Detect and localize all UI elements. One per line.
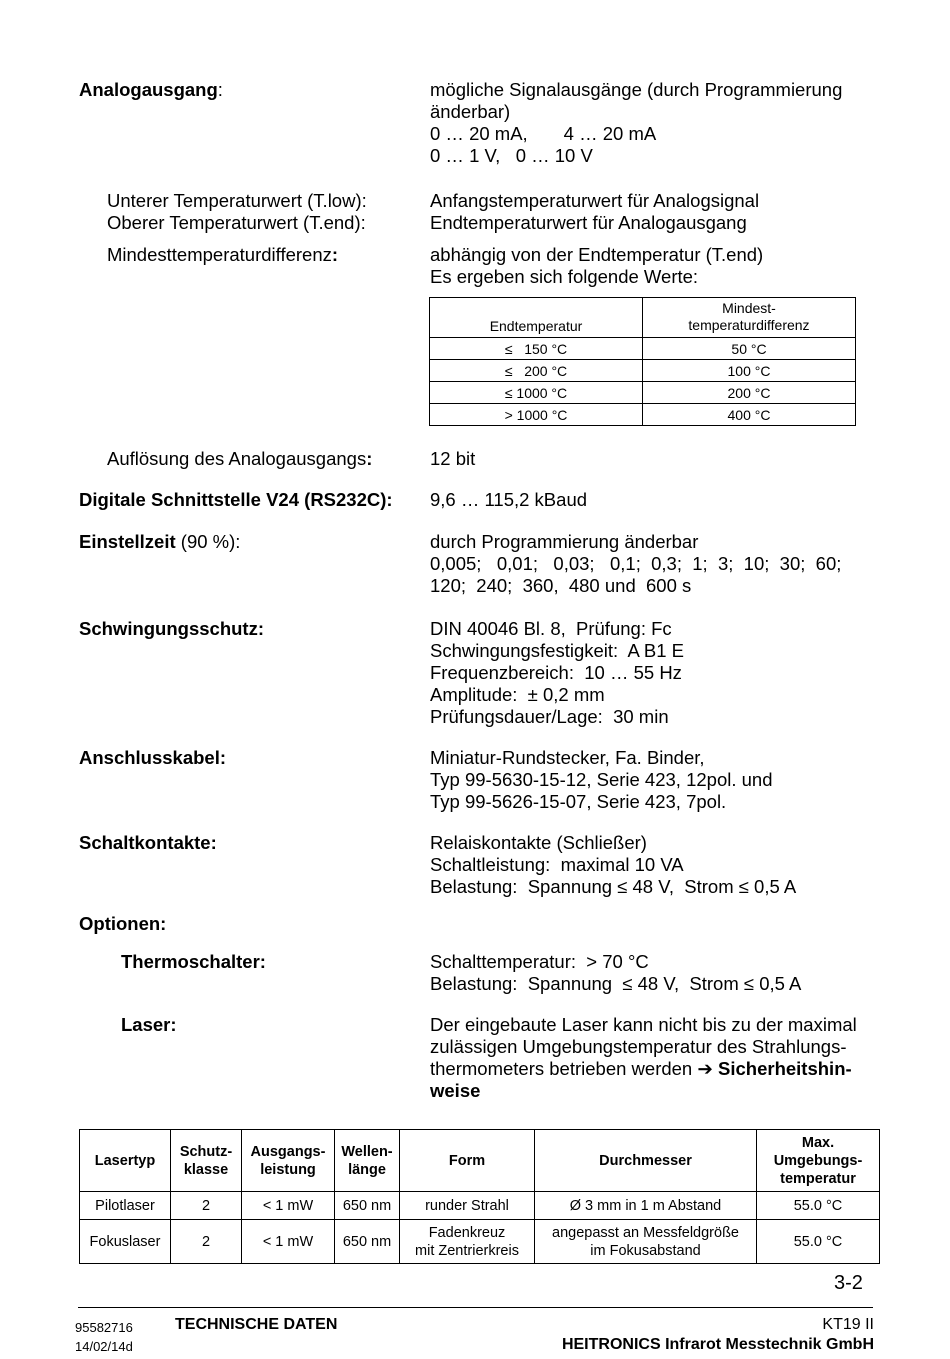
laser-cell: 650 nm	[335, 1192, 400, 1220]
analog-label	[79, 79, 223, 101]
tend-value: Endtemperaturwert für Analogausgang	[430, 212, 747, 233]
laser-header-line: Schutz-	[179, 1143, 233, 1160]
footer-company: HEITRONICS Infrarot Messtechnik GmbH	[561, 1336, 874, 1353]
temp-cell: ≤ 200 °C	[430, 360, 643, 382]
temp-cell: ≤ 1000 °C	[430, 382, 643, 404]
vibration-line: Amplitude: ± 0,2 mm	[430, 684, 605, 705]
digital-value: 9,6 … 115,2 kBaud	[430, 489, 588, 510]
temp-table-header	[430, 298, 856, 338]
temp-header-line: temperaturdifferenz	[688, 317, 810, 333]
laser-header-line: Lasertyp	[94, 1152, 156, 1169]
laser-table-header	[80, 1130, 880, 1192]
laser-header-cell	[400, 1130, 535, 1192]
thermo-values	[430, 951, 801, 995]
settle-line: durch Programmierung änderbar	[430, 531, 699, 552]
laser-cell: Fokuslaser	[80, 1220, 171, 1264]
laser-label: Laser:	[121, 1014, 177, 1035]
thermo-line: Belastung: Spannung ≤ 48 V, Strom ≤ 0,5 A	[430, 973, 802, 994]
laser-header-cell	[535, 1130, 757, 1192]
footer-model: KT19 II	[822, 1316, 874, 1333]
laser-cell: 2	[171, 1220, 242, 1264]
laser-line: Der eingebaute Laser kann nicht bis zu der maximal	[430, 1014, 857, 1035]
temp-header-line: Mindest-	[722, 300, 776, 316]
laser-header-line: Durchmesser	[599, 1152, 692, 1169]
laser-line3-text: thermometers betrieben werden	[430, 1058, 698, 1079]
analog-label-bold: Analogausgang	[79, 79, 218, 100]
temp-table	[429, 297, 856, 426]
settle-label-rest: (90 %):	[175, 531, 241, 552]
options-label: Optionen:	[79, 913, 167, 934]
laser-line: zulässigen Umgebungstemperatur des Strahlungs-	[430, 1036, 847, 1057]
laser-header-cell	[335, 1130, 400, 1192]
laser-header-cell	[171, 1130, 242, 1192]
table-row	[80, 1220, 880, 1264]
safety-notes-link: Sicherheitshin-	[712, 1058, 852, 1079]
contacts-line: Schaltleistung: maximal 10 VA	[430, 854, 684, 875]
cable-line: Typ 99-5630-15-12, Serie 423, 12pol. und	[430, 769, 773, 790]
vibration-line: Prüfungsdauer/Lage: 30 min	[430, 706, 669, 727]
laser-cell: < 1 mW	[242, 1220, 335, 1264]
temp-cell: 50 °C	[643, 338, 856, 360]
settle-label-bold: Einstellzeit	[79, 531, 176, 552]
laser-header-cell	[757, 1130, 880, 1192]
laser-cell: 650 nm	[335, 1220, 400, 1264]
tlow-label: Unterer Temperaturwert (T.low):	[107, 190, 367, 211]
thermo-label: Thermoschalter:	[121, 951, 266, 972]
footer-divider	[78, 1307, 873, 1308]
laser-header-line: Form	[448, 1152, 486, 1169]
vibration-label: Schwingungsschutz:	[79, 618, 264, 639]
laser-header-line: Max.	[801, 1134, 835, 1151]
temp-header-end: Endtemperatur	[430, 298, 643, 338]
laser-header-line: leistung	[260, 1161, 316, 1178]
temp-cell: 200 °C	[643, 382, 856, 404]
temp-cell: 100 °C	[643, 360, 856, 382]
laser-header-line: Umgebungs-	[773, 1152, 863, 1169]
table-row	[430, 382, 856, 404]
cable-line: Typ 99-5626-15-07, Serie 423, 7pol.	[430, 791, 727, 812]
mindiff-label-text: Mindesttemperaturdifferenz	[107, 244, 332, 265]
contacts-line: Relaiskontakte (Schließer)	[430, 832, 647, 853]
tlow-value: Anfangstemperaturwert für Analogsignal	[430, 190, 760, 211]
footer-doc-number: 95582716	[75, 1320, 133, 1335]
temp-cell: ≤ 150 °C	[430, 338, 643, 360]
laser-cell: 2	[171, 1192, 242, 1220]
settle-label	[79, 531, 240, 553]
laser-cell: 55.0 °C	[757, 1220, 880, 1264]
laser-line	[430, 1058, 857, 1080]
cable-label: Anschlusskabel:	[79, 747, 227, 768]
mindiff-values	[430, 244, 763, 288]
vibration-values	[430, 618, 684, 728]
mindiff-label	[107, 244, 338, 266]
table-row	[430, 404, 856, 426]
tend-label: Oberer Temperaturwert (T.end):	[107, 212, 366, 233]
resolution-label-colon: :	[366, 448, 373, 469]
laser-cell: Pilotlaser	[80, 1192, 171, 1220]
laser-values	[430, 1014, 857, 1102]
laser-cell: 55.0 °C	[757, 1192, 880, 1220]
resolution-label	[107, 448, 372, 470]
analog-line: änderbar)	[430, 101, 511, 122]
laser-header-cell	[80, 1130, 171, 1192]
table-row	[80, 1192, 880, 1220]
analog-values	[430, 79, 842, 167]
vibration-line: Schwingungsfestigkeit: A B1 E	[430, 640, 685, 661]
laser-header-line: Wellen-	[341, 1143, 393, 1160]
table-row	[430, 338, 856, 360]
table-row	[430, 360, 856, 382]
laser-header-line: klasse	[183, 1161, 229, 1178]
laser-cell-line: im Fokusabstand	[590, 1242, 701, 1259]
analog-line: 0 … 1 V, 0 … 10 V	[430, 145, 593, 166]
laser-cell: Ø 3 mm in 1 m Abstand	[535, 1192, 757, 1220]
contacts-label: Schaltkontakte:	[79, 832, 217, 853]
laser-cell-line: mit Zentrierkreis	[415, 1242, 519, 1259]
analog-line: mögliche Signalausgänge (durch Programmierung	[430, 79, 843, 100]
laser-header-cell	[242, 1130, 335, 1192]
footer-section: TECHNISCHE DATEN	[175, 1316, 338, 1333]
contacts-line: Belastung: Spannung ≤ 48 V, Strom ≤ 0,5 A	[430, 876, 797, 897]
thermo-line: Schalttemperatur: > 70 °C	[430, 951, 649, 972]
laser-table	[79, 1129, 880, 1264]
laser-cell	[535, 1220, 757, 1264]
page-number: 3-2	[834, 1272, 863, 1294]
resolution-value: 12 bit	[430, 448, 476, 469]
laser-cell-line: angepasst an Messfeldgröße	[552, 1224, 739, 1241]
laser-line: weise	[430, 1080, 481, 1101]
contacts-values	[430, 832, 796, 898]
temp-cell: > 1000 °C	[430, 404, 643, 426]
laser-header-line: Ausgangs-	[250, 1143, 326, 1160]
laser-header-line: temperatur	[780, 1170, 856, 1187]
analog-line: 0 … 20 mA, 4 … 20 mA	[430, 123, 657, 144]
cable-line: Miniatur-Rundstecker, Fa. Binder,	[430, 747, 705, 768]
vibration-line: DIN 40046 Bl. 8, Prüfung: Fc	[430, 618, 672, 639]
laser-cell	[400, 1220, 535, 1264]
digital-label: Digitale Schnittstelle V24 (RS232C):	[79, 489, 393, 510]
arrow-right-icon: ➔	[697, 1058, 713, 1079]
settle-line: 120; 240; 360, 480 und 600 s	[430, 575, 692, 596]
cable-values	[430, 747, 773, 813]
settle-line: 0,005; 0,01; 0,03; 0,1; 0,3; 1; 3; 10; 30; 60;	[430, 553, 842, 574]
mindiff-line: Es ergeben sich folgende Werte:	[430, 266, 699, 287]
laser-cell-line: Fadenkreuz	[428, 1224, 506, 1241]
resolution-label-text: Auflösung des Analogausgangs	[107, 448, 367, 469]
analog-label-rest: :	[217, 79, 223, 100]
mindiff-label-colon: :	[331, 244, 339, 265]
settle-values	[430, 531, 841, 597]
temp-header-mindiff	[643, 298, 856, 338]
laser-cell: < 1 mW	[242, 1192, 335, 1220]
mindiff-line: abhängig von der Endtemperatur (T.end)	[430, 244, 764, 265]
vibration-line: Frequenzbereich: 10 … 55 Hz	[430, 662, 682, 683]
laser-cell: runder Strahl	[400, 1192, 535, 1220]
laser-header-line: länge	[348, 1161, 386, 1178]
temp-cell: 400 °C	[643, 404, 856, 426]
footer-date: 14/02/14d	[75, 1339, 133, 1354]
